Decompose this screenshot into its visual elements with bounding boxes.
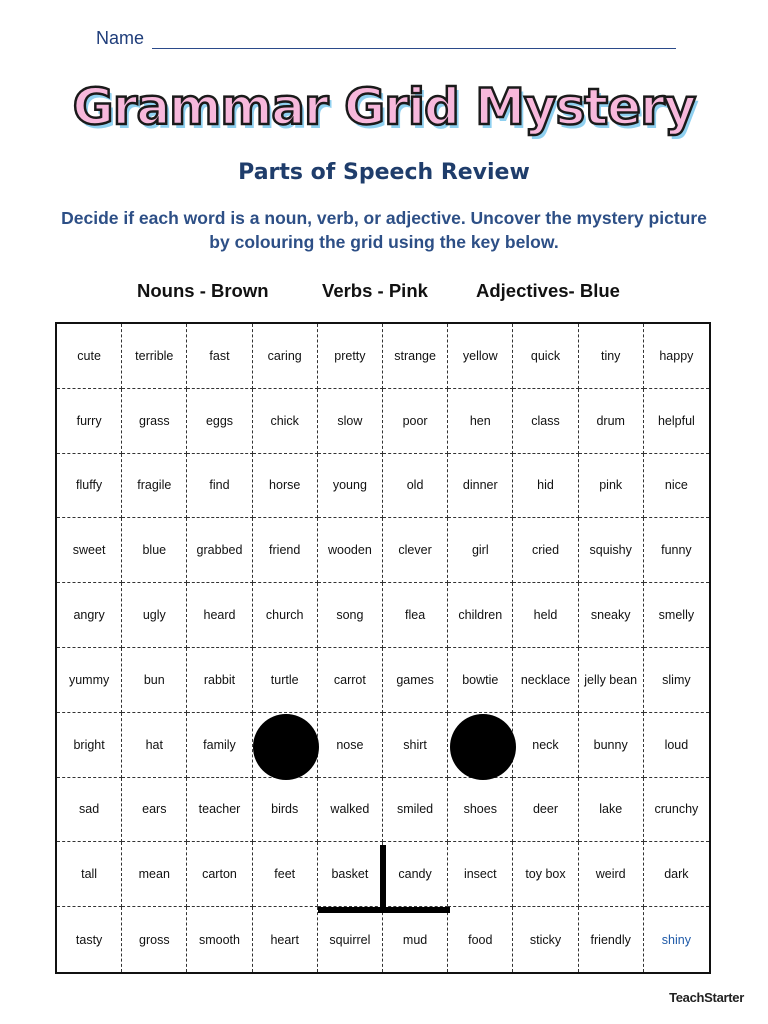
grid-cell[interactable]: hid bbox=[513, 454, 578, 519]
key-verbs: Verbs - Pink bbox=[322, 280, 428, 301]
grid-cell[interactable]: basket bbox=[318, 842, 383, 907]
grid-cell[interactable]: children bbox=[448, 583, 513, 648]
grid-cell[interactable]: pink bbox=[579, 454, 644, 519]
grid-cell[interactable]: weird bbox=[579, 842, 644, 907]
grid-cell[interactable]: clever bbox=[383, 518, 448, 583]
grid-cell[interactable]: yummy bbox=[57, 648, 122, 713]
grid-cell[interactable]: smelly bbox=[644, 583, 709, 648]
grid-cell[interactable]: bowtie bbox=[448, 648, 513, 713]
grid-cell[interactable]: young bbox=[318, 454, 383, 519]
grid-cell[interactable]: find bbox=[187, 454, 252, 519]
grid-cell[interactable]: sweet bbox=[57, 518, 122, 583]
grid-cell[interactable]: quick bbox=[513, 324, 578, 389]
grid-cell[interactable]: shoes bbox=[448, 778, 513, 843]
grid-cell[interactable]: furry bbox=[57, 389, 122, 454]
grid-cell[interactable]: mean bbox=[122, 842, 187, 907]
grid-cell[interactable]: slow bbox=[318, 389, 383, 454]
grid-cell[interactable]: song bbox=[318, 583, 383, 648]
grid-cell[interactable]: feet bbox=[253, 842, 318, 907]
grid-cell[interactable]: hat bbox=[122, 713, 187, 778]
grid-cell[interactable]: hen bbox=[448, 389, 513, 454]
grid-cell[interactable]: flea bbox=[383, 583, 448, 648]
name-field[interactable] bbox=[152, 48, 676, 49]
grid-cell[interactable]: friendly bbox=[579, 907, 644, 972]
grid-cell[interactable]: fluffy bbox=[57, 454, 122, 519]
grid-cell[interactable]: games bbox=[383, 648, 448, 713]
grid-cell[interactable]: neck bbox=[513, 713, 578, 778]
grid-cell[interactable]: grabbed bbox=[187, 518, 252, 583]
mouth-vertical-line bbox=[380, 845, 386, 912]
grid-cell[interactable]: gross bbox=[122, 907, 187, 972]
grid-cell[interactable]: old bbox=[383, 454, 448, 519]
grid-cell[interactable]: smiled bbox=[383, 778, 448, 843]
grid-cell[interactable]: fast bbox=[187, 324, 252, 389]
name-label: Name bbox=[96, 28, 145, 48]
grid-cell[interactable]: funny bbox=[644, 518, 709, 583]
grid-cell[interactable]: teacher bbox=[187, 778, 252, 843]
grid-cell[interactable]: girl bbox=[448, 518, 513, 583]
grid-cell[interactable]: happy bbox=[644, 324, 709, 389]
grid-cell[interactable]: slimy bbox=[644, 648, 709, 713]
grid-cell[interactable]: horse bbox=[253, 454, 318, 519]
grid-cell[interactable]: caring bbox=[253, 324, 318, 389]
grid-cell[interactable]: loud bbox=[644, 713, 709, 778]
grid-cell[interactable]: cried bbox=[513, 518, 578, 583]
grid-cell[interactable]: poor bbox=[383, 389, 448, 454]
grid-cell[interactable]: pretty bbox=[318, 324, 383, 389]
grid-cell[interactable]: lake bbox=[579, 778, 644, 843]
grid-cell[interactable]: tiny bbox=[579, 324, 644, 389]
grid-cell[interactable]: jelly bean bbox=[579, 648, 644, 713]
grid-cell[interactable]: cute bbox=[57, 324, 122, 389]
brand-logo: TeachStarter bbox=[669, 990, 744, 1005]
key-nouns: Nouns - Brown bbox=[137, 280, 269, 301]
grid-cell[interactable]: rabbit bbox=[187, 648, 252, 713]
grid-cell[interactable]: tall bbox=[57, 842, 122, 907]
grid-cell[interactable]: sad bbox=[57, 778, 122, 843]
grid-cell[interactable]: class bbox=[513, 389, 578, 454]
grid-cell[interactable]: blue bbox=[122, 518, 187, 583]
grid-cell[interactable]: ugly bbox=[122, 583, 187, 648]
grid-cell[interactable]: insect bbox=[448, 842, 513, 907]
page-title: Grammar Grid Mystery bbox=[72, 78, 696, 136]
grid-cell[interactable]: eggs bbox=[187, 389, 252, 454]
instructions: Decide if each word is a noun, verb, or adjective. Uncover the mystery picture by colouring the grid using the key below. bbox=[61, 208, 707, 252]
grid-cell[interactable]: ears bbox=[122, 778, 187, 843]
grid-cell[interactable]: candy bbox=[383, 842, 448, 907]
grid-cell[interactable]: shiny bbox=[661, 932, 691, 947]
mouth-horizontal-line bbox=[318, 907, 450, 913]
grid-cell[interactable]: dark bbox=[644, 842, 709, 907]
grid-cell[interactable]: carrot bbox=[318, 648, 383, 713]
grid-cell[interactable]: crunchy bbox=[644, 778, 709, 843]
grid-cell[interactable]: drum bbox=[579, 389, 644, 454]
page-subtitle: Parts of Speech Review bbox=[238, 160, 530, 185]
grid-cell[interactable]: heard bbox=[187, 583, 252, 648]
grid-cell[interactable]: church bbox=[253, 583, 318, 648]
name-row bbox=[96, 28, 676, 54]
grid-cell[interactable]: walked bbox=[318, 778, 383, 843]
grid-cell[interactable]: turtle bbox=[253, 648, 318, 713]
grid-cell[interactable]: chick bbox=[253, 389, 318, 454]
grid-cell[interactable]: terrible bbox=[122, 324, 187, 389]
grid-cell[interactable]: squishy bbox=[579, 518, 644, 583]
grid-cell[interactable]: bun bbox=[122, 648, 187, 713]
grid-cell[interactable]: helpful bbox=[644, 389, 709, 454]
grid-cell[interactable]: toy box bbox=[513, 842, 578, 907]
grid-cell[interactable]: shirt bbox=[383, 713, 448, 778]
grid-cell[interactable]: strange bbox=[383, 324, 448, 389]
grid-cell[interactable]: mud bbox=[383, 907, 448, 972]
eye-dot-right bbox=[450, 714, 516, 780]
grid-cell[interactable]: birds bbox=[253, 778, 318, 843]
grid-cell[interactable]: smooth bbox=[187, 907, 252, 972]
grid-cell[interactable]: bright bbox=[57, 713, 122, 778]
grid-cell[interactable]: necklace bbox=[513, 648, 578, 713]
grid-cell[interactable]: nice bbox=[644, 454, 709, 519]
grid-cell[interactable]: friend bbox=[253, 518, 318, 583]
grid-cell[interactable]: grass bbox=[122, 389, 187, 454]
grid-cell[interactable]: family bbox=[187, 713, 252, 778]
grid-cell[interactable]: fragile bbox=[122, 454, 187, 519]
grid-cell[interactable]: squirrel bbox=[318, 907, 383, 972]
grid-cell[interactable]: heart bbox=[253, 907, 318, 972]
grid-cell[interactable]: carton bbox=[187, 842, 252, 907]
grid-cell[interactable]: sneaky bbox=[579, 583, 644, 648]
grid-cell[interactable]: held bbox=[513, 583, 578, 648]
grid-cell[interactable]: yellow bbox=[448, 324, 513, 389]
key-adjectives: Adjectives- Blue bbox=[476, 280, 620, 301]
eye-dot-left bbox=[253, 714, 319, 780]
grid-cell[interactable]: wooden bbox=[318, 518, 383, 583]
grid-cell[interactable]: sticky bbox=[513, 907, 578, 972]
grid-cell[interactable]: angry bbox=[57, 583, 122, 648]
grid-cell[interactable]: food bbox=[448, 907, 513, 972]
grid-cell[interactable]: bunny bbox=[579, 713, 644, 778]
grid-cell[interactable]: deer bbox=[513, 778, 578, 843]
grid-cell[interactable]: nose bbox=[318, 713, 383, 778]
grid-cell[interactable]: dinner bbox=[448, 454, 513, 519]
grid-cell[interactable]: tasty bbox=[57, 907, 122, 972]
